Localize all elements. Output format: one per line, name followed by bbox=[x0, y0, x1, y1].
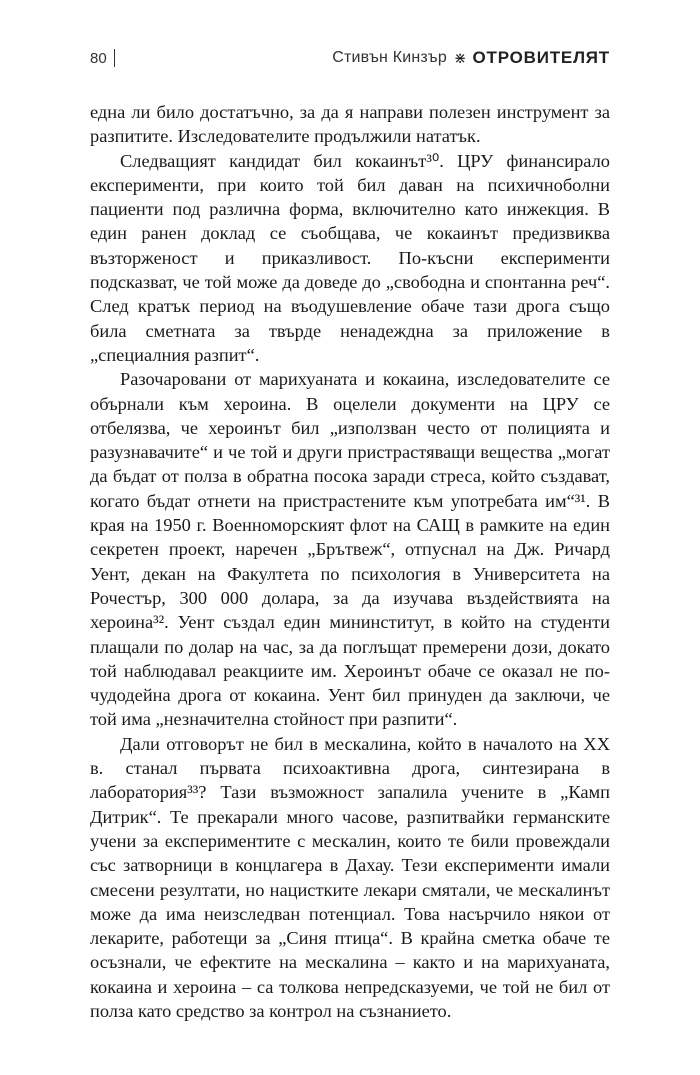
page-body bbox=[90, 100, 610, 1023]
header-divider bbox=[114, 49, 115, 67]
book-title: ОТРОВИТЕЛЯТ bbox=[472, 48, 610, 67]
page-number-group bbox=[90, 49, 115, 67]
running-head bbox=[332, 48, 610, 68]
ornament-icon: ⋇ bbox=[453, 50, 467, 67]
paragraph-2: Следващият кандидат бил кокаинът³⁰. ЦРУ финансирало експерименти, при които той бил даван на психичноболни пациенти под различна форма, включително като инжекция. В един ранен доклад се съобщава, че кокаинът предизвиква възторженост и приказливост. По-късни експерименти подсказват, че той може да доведе до „свободна и спонтанна реч“. След кратък период на въодушевление обаче тази дрога също била сметната за твърде ненадеждна за приложение в „специалния разпит“. bbox=[90, 150, 610, 365]
paragraph-3: Разочаровани от марихуаната и кокаина, изследователите се обърнали към хероина. В оцелели документи на ЦРУ се отбелязва, че хероинът бил „използван често от полицията и разузнавачите“ и че той и други пристрастяващи вещества „могат да бъдат от полза в обратна посока заради стреса, който създават, когато бъдат отнети на пристрастените към употребата им“³¹. В края на 1950 г. Военноморският флот на САЩ в рамките на един секретен проект, наречен „Брътвеж“, отпуснал на Дж. Ричард Уент, декан на Факултета по психология в Университета на Рочестър, 300 000 долара, за да изучава въздействията на хероина³². Уент създал един мининститут, в който на студенти плащали по долар на час, за да поглъщат премерени дози, докато той наблюдавал реакциите им. Хероинът обаче се оказал не по-чудодейна дрога от кокаина. Уент бил принуден да заключи, че той има „незначителна стойност при разпити“. bbox=[90, 369, 610, 730]
paragraph-4: Дали отговорът не бил в мескалина, който в началото на XX в. станал първата психоактивна дрога, синтезирана в лаборатория³³? Тази възможност запалила учените в „Камп Дитрик“. Те прекарали много часове, разпитвайки германските учени за експериментите с мескалин, които те били провеждали със затворници в концлагера в Дахау. Тези експерименти имали смесени резултати, но нацистките лекари смятали, че мескалинът може да има неизследван потенциал. Това насърчило някои от лекарите, работещи за „Синя птица“. В крайна сметка обаче те осъзнали, че ефектите на мескалина – както и на марихуаната, кокаина и хероина – са толкова непредсказуеми, че той не бил от полза като средство за контрол на съзнанието. bbox=[90, 733, 610, 1021]
paragraph-1: една ли било достатъчно, за да я направи полезен инструмент за разпитите. Изследователите продължили нататък. bbox=[90, 102, 610, 147]
page-number: 80 bbox=[90, 49, 107, 67]
author-name: Стивън Кинзър bbox=[332, 49, 447, 66]
running-header bbox=[90, 44, 610, 72]
